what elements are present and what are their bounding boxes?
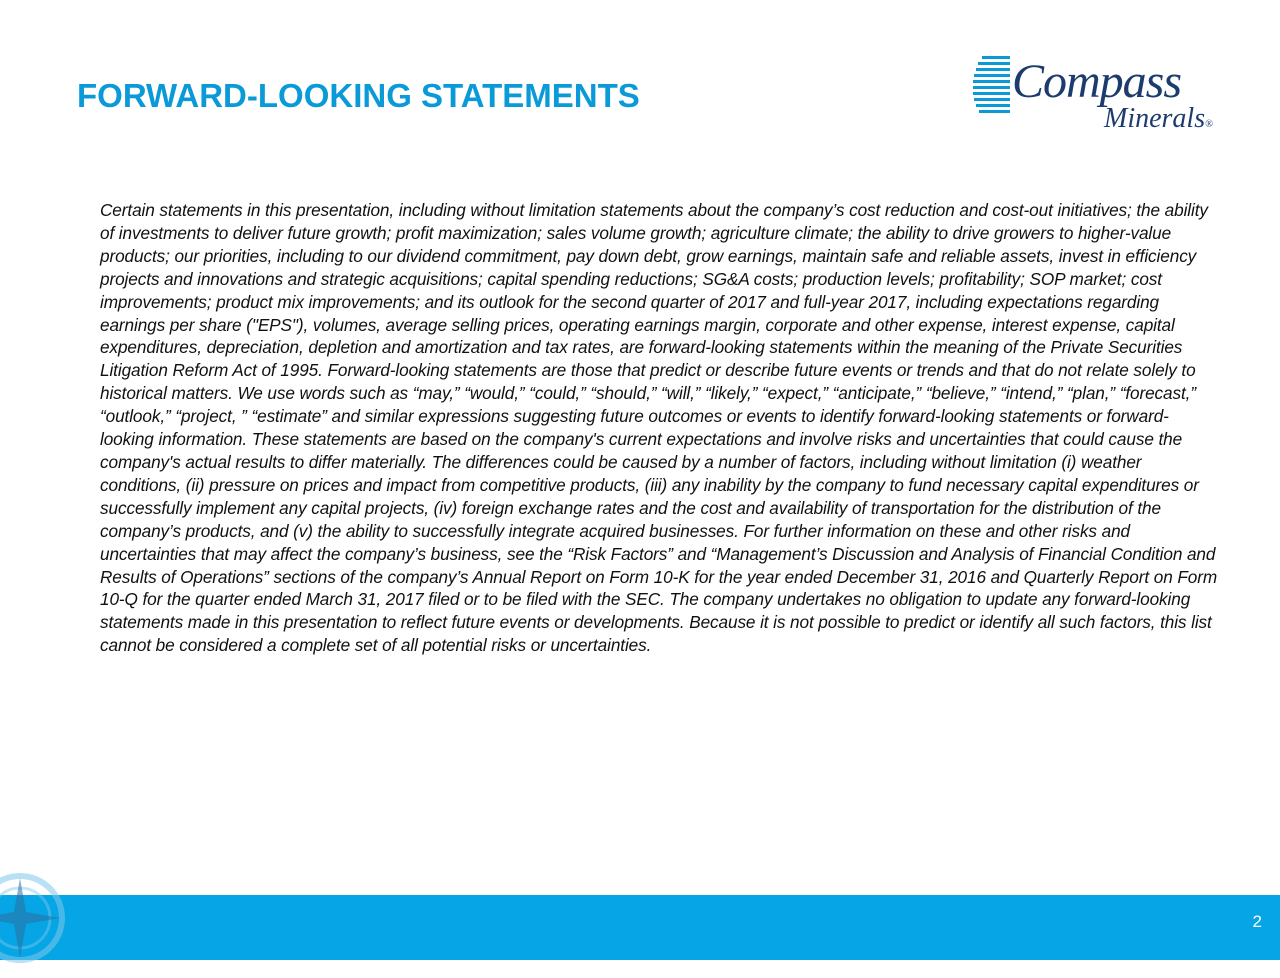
logo-wordmark-minerals: Minerals® xyxy=(1104,103,1213,134)
slide-title: FORWARD-LOOKING STATEMENTS xyxy=(77,77,640,114)
forward-looking-disclaimer-text: Certain statements in this presentation, including without limitation statements about the company’s cost reduction and cost-out initiatives; the ability of investments to deliver future growth; profit maximization; sales volume growth; agriculture climate; the ability to drive growers to higher-value products; our priorities, including to our dividend commitment, pay down debt, grow earnings, maintain safe and reliable assets, invest in efficiency projects and innovations and strategic acquisitions; capital spending reductions; SG&A costs; production levels; profitability; SOP market; cost improvements; product mix improvements; and its outlook for the second quarter of 2017 and full-year 2017, including expectations regarding earnings per share ("EPS"), volumes, average selling prices, operating earnings margin, corporate and other expense, interest expense, capital expenditures, depreciation, depletion and amortization and tax rates, are forward-looking statements within the meaning of the Private Securities Litigation Reform Act of 1995. Forward-looking statements are those that predict or describe future events or trends and that do not relate solely to historical matters. We use words such as “may,” “would,” “could,” “should,” “will,” “likely,” “expect,” “anticipate,” “believe,” “intend,” “plan,” “forecast,” “outlook,” “project, ” “estimate” and similar expressions suggesting future outcomes or events to identify forward-looking statements or forward-looking information. These statements are based on the company's current expectations and involve risks and uncertainties that could cause the company's actual results to differ materially. The differences could be caused by a number of factors, including without limitation (i) weather conditions, (ii) pressure on prices and impact from competitive products, (iii) any inability by the company to fund necessary capital expenditures or successfully implement any capital projects, (iv) foreign exchange rates and the cost and availability of transportation for the distribution of the company’s products, and (v) the ability to successfully integrate acquired businesses. For further information on these and other risks and uncertainties that may affect the company’s business, see the “Risk Factors” and “Management’s Discussion and Analysis of Financial Condition and Results of Operations” sections of the company’s Annual Report on Form 10-K for the year ended December 31, 2016 and Quarterly Report on Form 10-Q for the quarter ended March 31, 2017 filed or to be filed with the SEC. The company undertakes no obligation to update any forward-looking statements made in this presentation to reflect future events or developments. Because it is not possible to predict or identify all such factors, this list cannot be considered a complete set of all potential risks or uncertainties. xyxy=(100,200,1218,656)
compass-minerals-logo xyxy=(972,50,1232,140)
compass-rose-icon xyxy=(0,858,80,978)
registered-mark: ® xyxy=(1205,119,1213,130)
page-number: 2 xyxy=(1252,912,1262,931)
logo-wordmark-compass: Compass xyxy=(1012,55,1182,108)
footer-bar xyxy=(0,895,1280,960)
globe-stripes-icon xyxy=(972,52,1012,132)
